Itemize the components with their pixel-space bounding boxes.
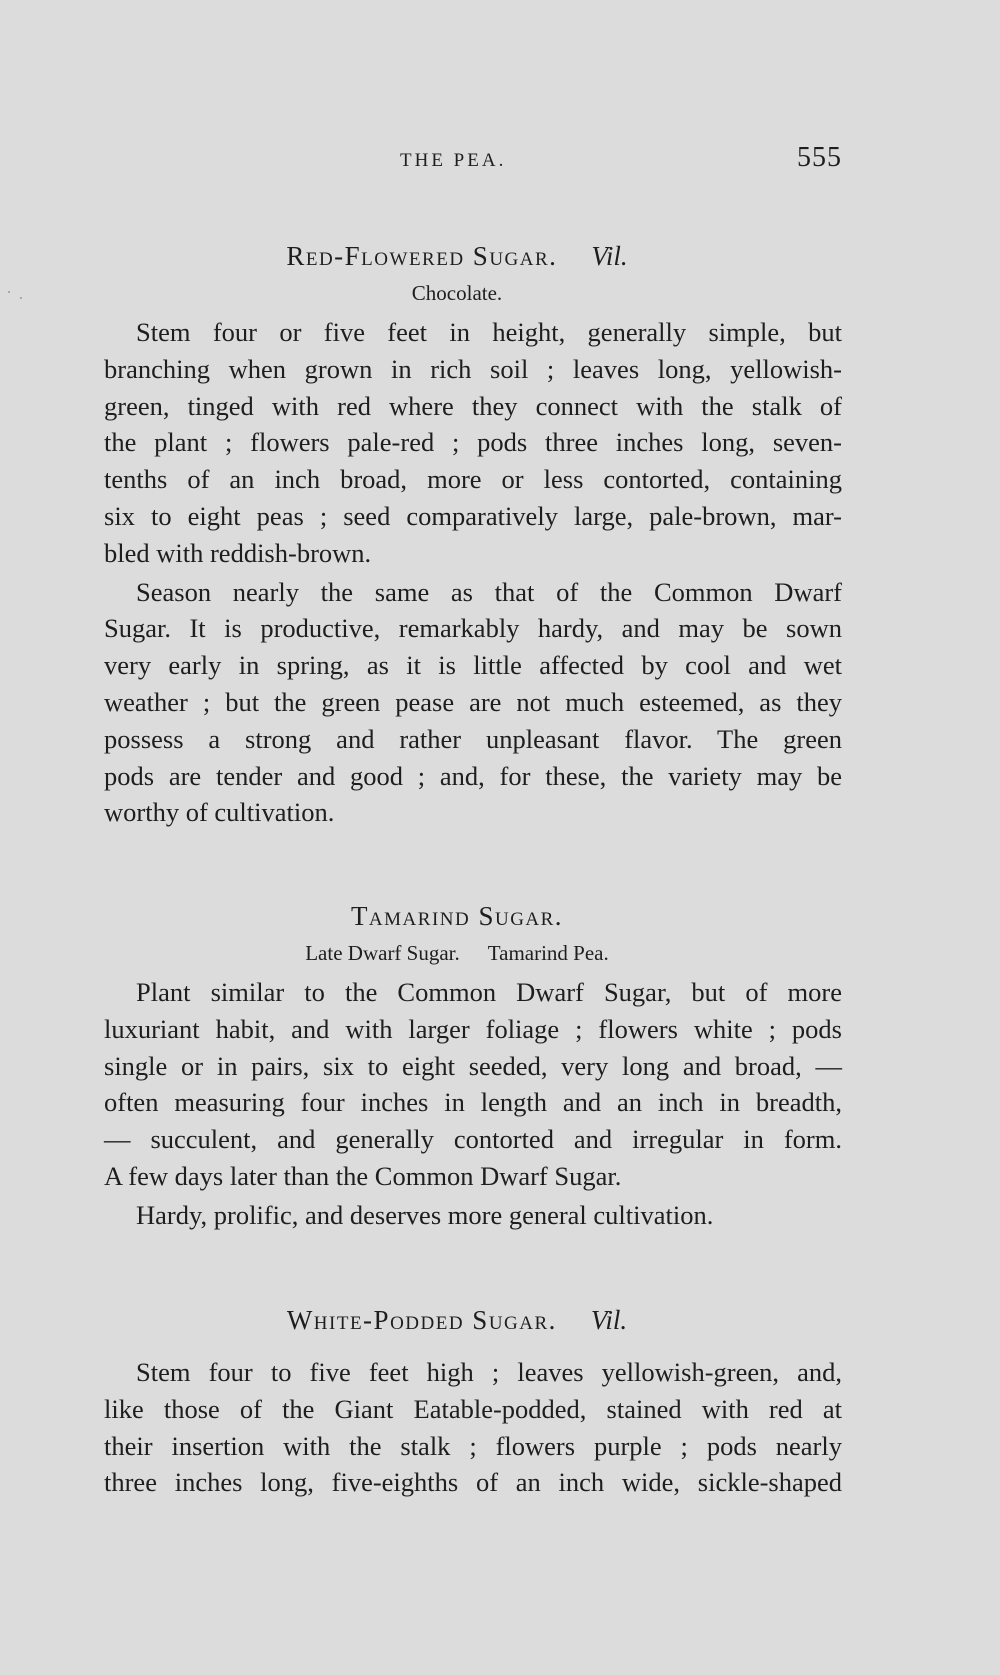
text-line: branching when grown in rich soil ; leaves long, yellowish- bbox=[104, 353, 842, 384]
text-line: Stem four or five feet in height, generally simple, but bbox=[136, 317, 842, 347]
text-line: three inches long, five-eighths of an inch wide, sickle-shaped bbox=[104, 1467, 842, 1498]
paragraph bbox=[72, 1354, 842, 1501]
text-line: Hardy, prolific, and deserves more general cultivation. bbox=[136, 1199, 714, 1230]
page-number: 555 bbox=[797, 142, 842, 173]
text-line: weather ; but the green pease are not much esteemed, as they bbox=[104, 686, 842, 717]
text-line: tenths of an inch broad, more or less contorted, containing bbox=[104, 464, 842, 495]
section-heading bbox=[72, 238, 842, 274]
variety-name: Tamarind Sugar. bbox=[350, 901, 564, 931]
synonyms bbox=[72, 278, 842, 308]
variety-name: Red-Flowered Sugar. bbox=[286, 241, 558, 271]
text-line: their insertion with the stalk ; flowers purple ; pods nearly bbox=[104, 1430, 842, 1461]
variety-name: White-Podded Sugar. bbox=[286, 1305, 557, 1335]
synonym: Tamarind Pea. bbox=[487, 941, 609, 965]
text-line: Sugar. It is productive, remarkably hardy, and may be sown bbox=[104, 613, 842, 644]
text-line: luxuriant habit, and with larger foliage ; flowers white ; pods bbox=[104, 1013, 842, 1044]
running-head-title: THE PEA. bbox=[400, 150, 507, 171]
text-line: six to eight peas ; seed comparatively large, pale-brown, mar- bbox=[104, 500, 842, 531]
text-line: pods are tender and good ; and, for these, the variety may be bbox=[104, 760, 842, 791]
paragraph bbox=[72, 974, 842, 1195]
text-line: single or in pairs, six to eight seeded, very long and broad, — bbox=[104, 1050, 842, 1081]
authority-abbr: Vil. bbox=[590, 1305, 628, 1335]
text-line: A few days later than the Common Dwarf Sugar. bbox=[104, 1160, 622, 1191]
running-head bbox=[0, 142, 1000, 182]
text-line: worthy of cultivation. bbox=[104, 797, 335, 828]
synonym: Late Dwarf Sugar. bbox=[305, 941, 460, 965]
paper-speck bbox=[20, 297, 22, 299]
section-heading bbox=[72, 898, 842, 934]
section-red-flowered-sugar bbox=[72, 238, 842, 831]
section-tamarind-sugar bbox=[72, 898, 842, 1234]
synonym: Chocolate. bbox=[411, 281, 503, 305]
text-line: often measuring four inches in length and an inch in breadth, bbox=[104, 1087, 842, 1118]
text-line: Stem four to five feet high ; leaves yellowish-green, and, bbox=[136, 1357, 842, 1387]
text-line: green, tinged with red where they connect with the stalk of bbox=[104, 390, 842, 421]
paragraph bbox=[72, 314, 842, 572]
paper-speck bbox=[8, 291, 10, 293]
text-line: Plant similar to the Common Dwarf Sugar, but of more bbox=[136, 977, 842, 1007]
text-line: very early in spring, as it is little affected by cool and wet bbox=[104, 650, 842, 681]
text-line: like those of the Giant Eatable-podded, stained with red at bbox=[104, 1393, 842, 1424]
text-line: — succulent, and generally contorted and irregular in form. bbox=[104, 1124, 842, 1155]
text-line: possess a strong and rather unpleasant flavor. The green bbox=[104, 723, 842, 754]
synonyms bbox=[72, 938, 842, 968]
paragraph bbox=[72, 1197, 842, 1234]
section-white-podded-sugar bbox=[72, 1302, 842, 1501]
section-heading bbox=[72, 1302, 842, 1338]
text-line: bled with reddish-brown. bbox=[104, 537, 372, 568]
text-line: Season nearly the same as that of the Common Dwarf bbox=[136, 576, 842, 607]
text-line: the plant ; flowers pale-red ; pods three inches long, seven- bbox=[104, 427, 842, 458]
paragraph bbox=[72, 574, 842, 832]
authority-abbr: Vil. bbox=[591, 241, 628, 271]
